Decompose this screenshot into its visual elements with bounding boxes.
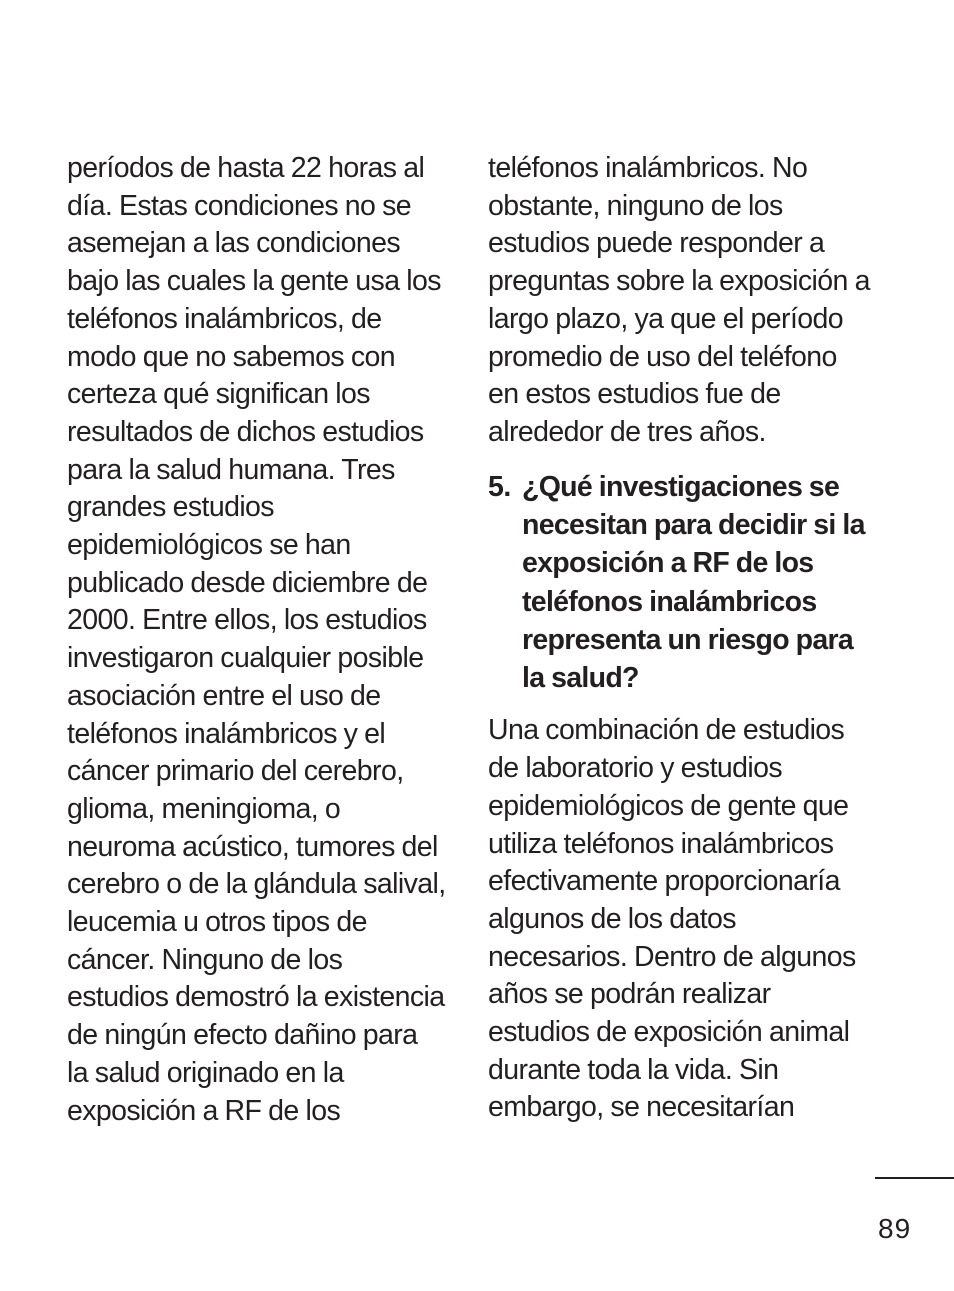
text-line: leucemia u otros tipos de	[67, 906, 367, 939]
text-line: Una combinación de estudios	[488, 714, 845, 747]
text-line: alrededor de tres años.	[488, 415, 766, 448]
text-line: períodos de hasta 22 horas al	[67, 152, 425, 184]
text-line: teléfonos inalámbricos, de	[67, 302, 382, 335]
text-line: día. Estas condiciones no se	[67, 189, 412, 222]
text-line: años se podrán realizar	[488, 978, 771, 1011]
question-line: exposición a RF de los	[522, 547, 814, 580]
left-column	[67, 150, 459, 1130]
text-line: estudios de exposición animal	[488, 1016, 850, 1049]
text-line: cerebro o de la glándula salival,	[67, 868, 446, 901]
text-line: de laboratorio y estudios	[488, 752, 783, 785]
text-line: bajo las cuales la gente usa los	[67, 265, 441, 298]
question-line: ¿Qué investigaciones se	[522, 470, 840, 503]
text-line: algunos de los datos	[488, 902, 736, 935]
text-line: preguntas sobre la exposición a	[488, 265, 870, 298]
text-line: estudios puede responder a	[488, 227, 825, 260]
text-line: epidemiológicos se han	[67, 529, 351, 562]
right-column	[488, 150, 884, 1127]
page-number: 89	[878, 1213, 912, 1244]
question-line: teléfonos inalámbricos	[522, 585, 817, 618]
text-line: para la salud humana. Tres	[67, 453, 395, 486]
text-line: asemejan a las condiciones	[67, 227, 401, 260]
text-line: largo plazo, ya que el período	[488, 302, 844, 335]
text-line: grandes estudios	[67, 491, 274, 524]
question-line: representa un riesgo para	[522, 623, 854, 656]
text-line: cáncer. Ninguno de los	[67, 943, 343, 976]
text-line: teléfonos inalámbricos y el	[67, 717, 386, 750]
text-line: resultados de dichos estudios	[67, 415, 424, 448]
text-line: epidemiológicos de gente que	[488, 789, 849, 822]
question-heading	[488, 468, 884, 698]
text-line: teléfonos inalámbricos. No	[488, 152, 808, 184]
text-line: de ningún efecto dañino para	[67, 1019, 418, 1052]
text-line: modo que no sabemos con	[67, 340, 396, 373]
text-line: necesarios. Dentro de algunos	[488, 940, 856, 973]
text-line: publicado desde diciembre de	[67, 566, 428, 599]
text-line: durante toda la vida. Sin	[488, 1053, 779, 1086]
answer-paragraph	[488, 712, 884, 1127]
text-line: certeza qué significan los	[67, 378, 370, 411]
footer-divider	[875, 1177, 954, 1179]
question-line: la salud?	[522, 662, 639, 695]
text-line: 2000. Entre ellos, los estudios	[67, 604, 427, 637]
text-line: asociación entre el uso de	[67, 679, 381, 712]
question-line: necesitan para decidir si la	[522, 508, 865, 541]
text-line: utiliza teléfonos inalámbricos	[488, 827, 834, 860]
intro-paragraph	[488, 150, 884, 452]
text-line: la salud originado en la	[67, 1056, 344, 1089]
text-line: promedio de uso del teléfono	[488, 340, 837, 373]
question-text	[522, 468, 865, 698]
text-line: cáncer primario del cerebro,	[67, 755, 404, 788]
text-line: investigaron cualquier posible	[67, 642, 424, 675]
text-line: efectivamente proporcionaría	[488, 865, 840, 898]
text-line: estudios demostró la existencia	[67, 981, 445, 1014]
text-line: en estos estudios fue de	[488, 378, 781, 411]
question-number: 5.	[488, 470, 511, 503]
text-line: neuroma acústico, tumores del	[67, 830, 438, 863]
text-line: exposición a RF de los	[67, 1094, 341, 1127]
text-line: obstante, ninguno de los	[488, 189, 783, 222]
text-line: embargo, se necesitarían	[488, 1091, 795, 1124]
text-line: glioma, meningioma, o	[67, 792, 341, 825]
body-paragraph	[67, 150, 459, 1130]
